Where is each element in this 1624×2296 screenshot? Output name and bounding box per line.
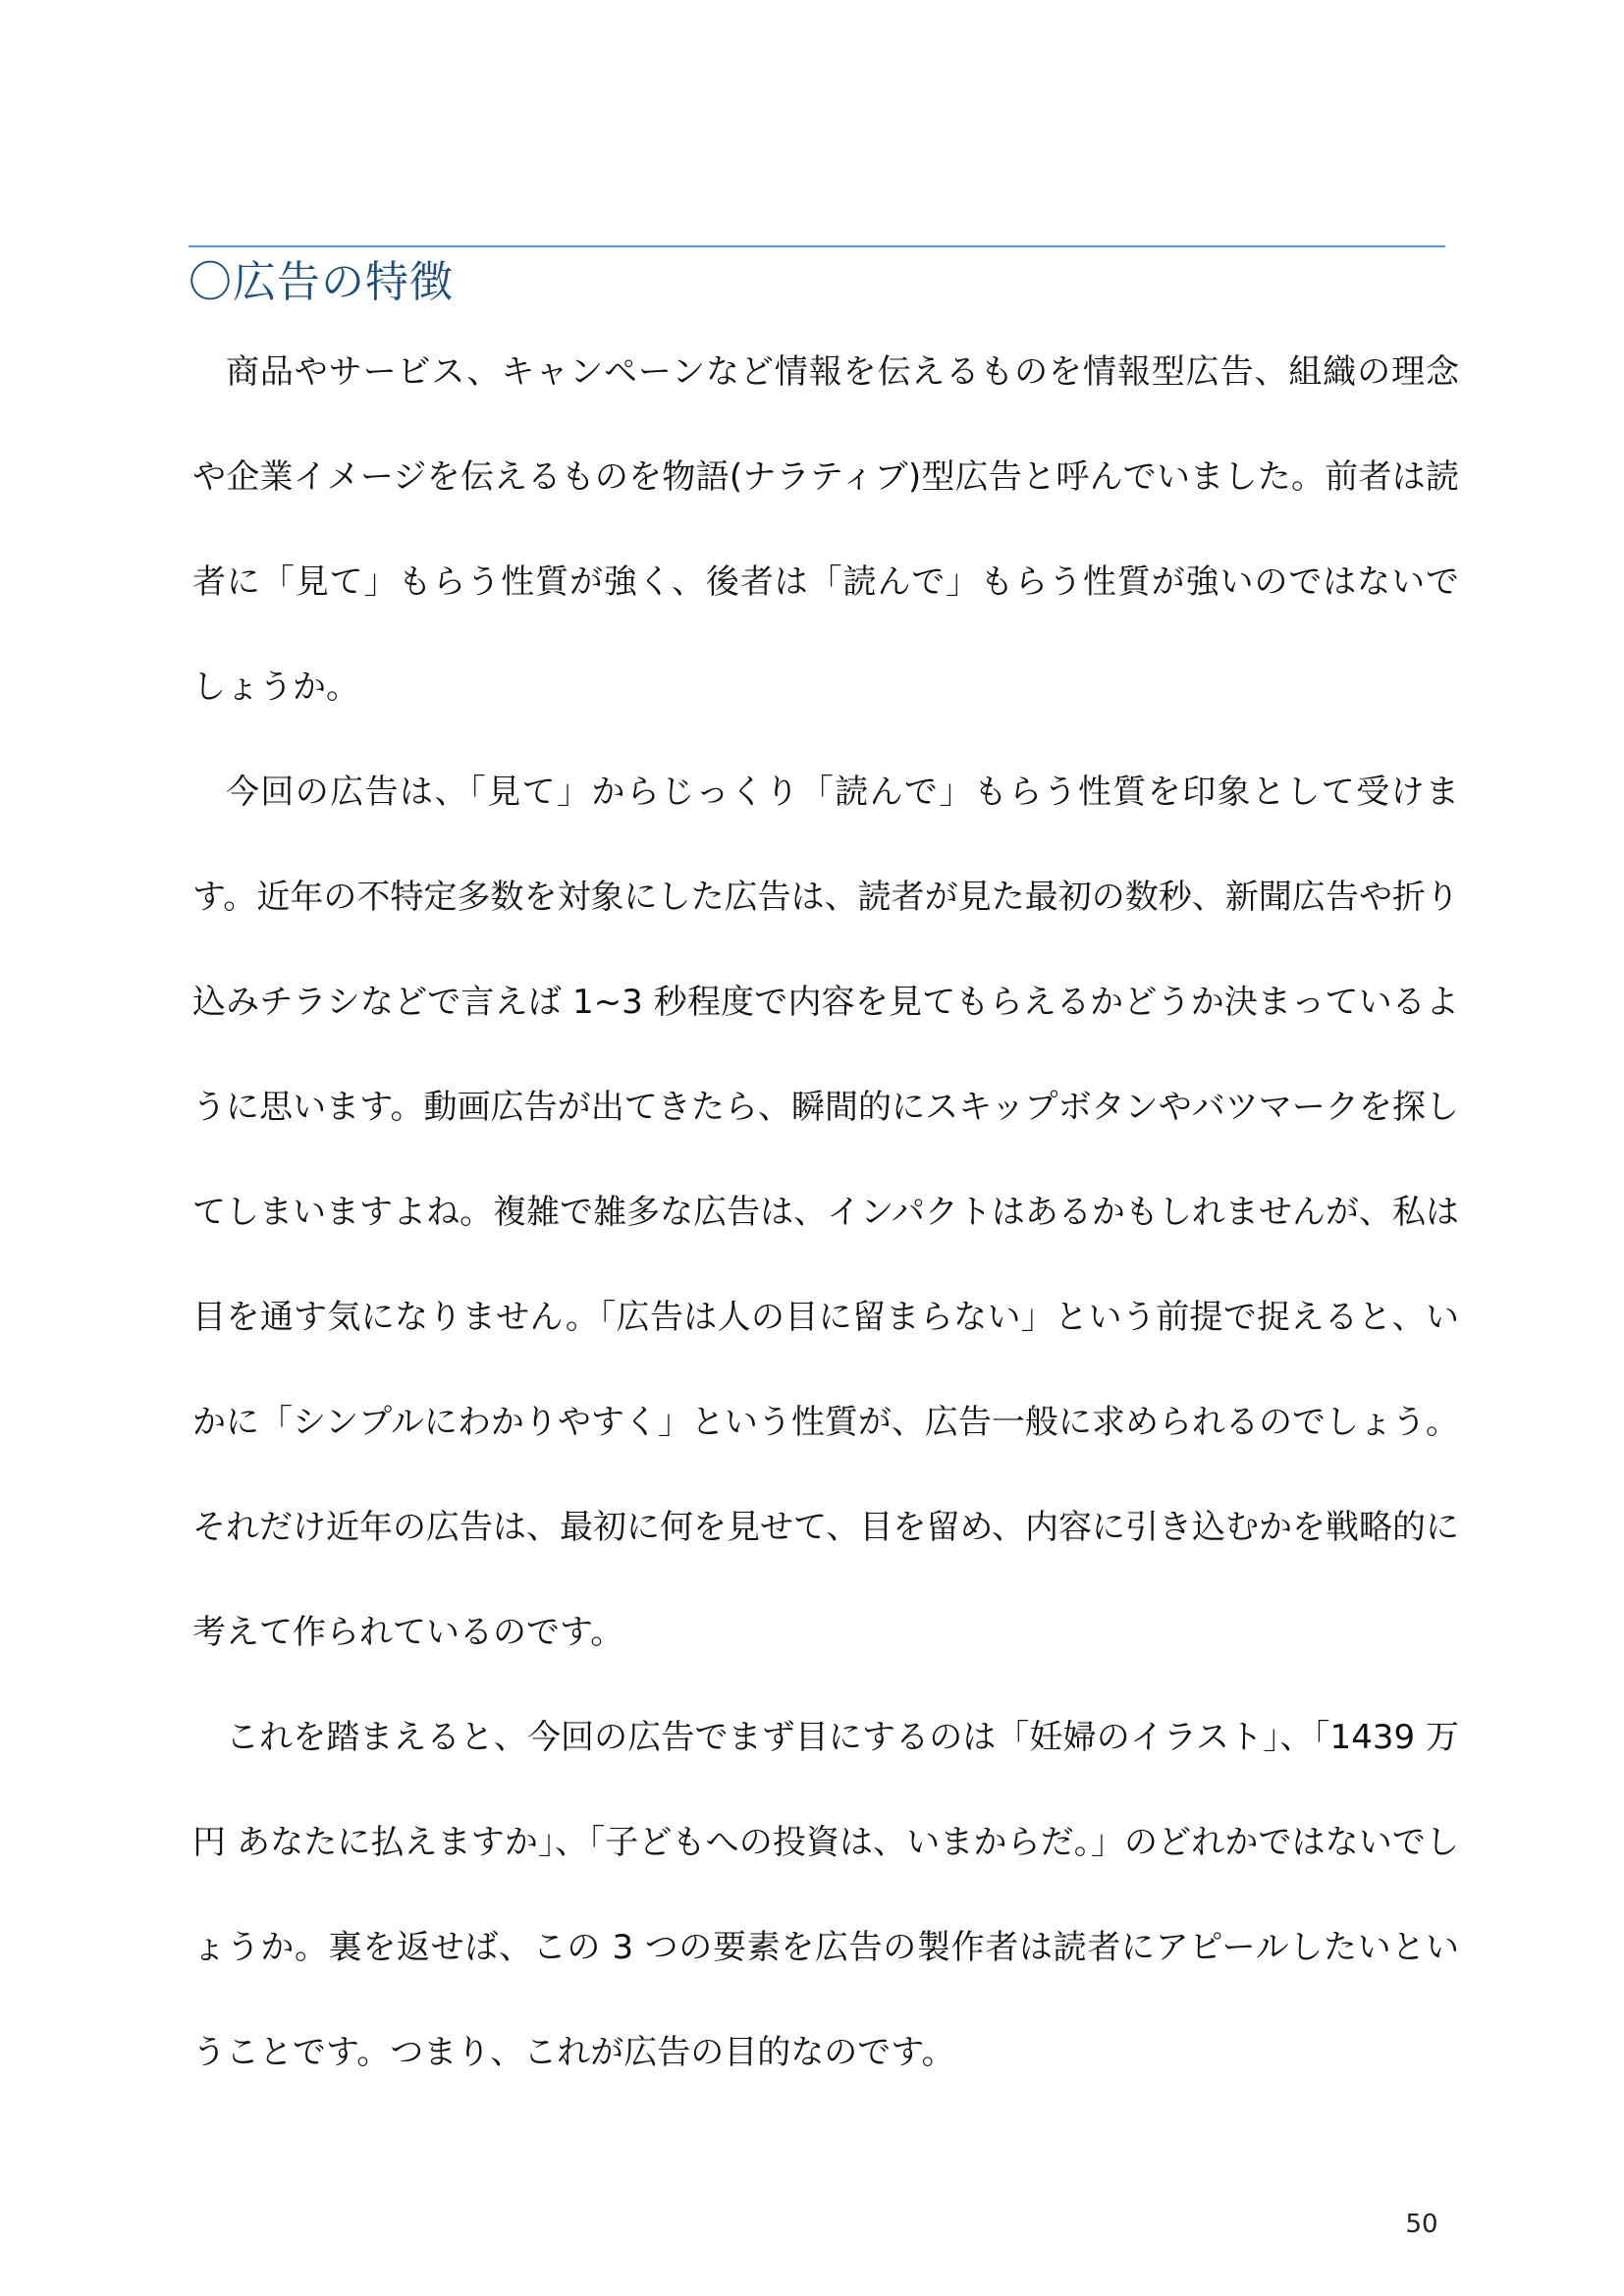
paragraph-2: 今回の広告は、「見て」からじっくり「読んで」もらう性質を印象として受けます。近年の不特定多数を対象にした広告は、読者が見た最初の数秒、新聞広告や折り込みチラシなどで言えば 1~3 秒程度で内容を見てもらえるかどうか決まっているように思います。動画広告が出てきたら、瞬間的にスキップボタンやバツマークを探してしまいますよね。複雑で雑多な広告は、インパクトはあるかもしれませんが、私は目を通す気になりません。「広告は人の目に留まらない」という前提で捉えると、いかに「シンプルにわかりやすく」という性質が、広告一般に求められるのでしょう。それだけ近年の広告は、最初に何を見せて、目を留め、内容に引き込むかを戦略的に考えて作られているのです。 [192, 773, 1459, 1652]
paragraph-1: 商品やサービス、キャンペーンなど情報を伝えるものを情報型広告、組織の理念や企業イメージを伝えるものを物語(ナラティブ)型広告と呼んでいました。前者は読者に「見て」もらう性質が強く、後者は「読んで」もらう性質が強いのではないでしょうか。 [192, 352, 1459, 707]
body-text [192, 320, 1459, 2106]
heading-underline [189, 245, 1445, 247]
page-number: 50 [1405, 2210, 1438, 2239]
paragraph-3: これを踏まえると、今回の広告でまず目にするのは「妊婦のイラスト」、「1439 万円 あなたに払えますか」、「子どもへの投資は、いまからだ。」のどれかではないでしょうか。裏を返せば、この 3 つの要素を広告の製作者は読者にアピールしたいということです。つまり、これが広告の目的なのです。 [192, 1718, 1459, 2072]
section-heading: 〇広告の特徴 [189, 257, 454, 307]
